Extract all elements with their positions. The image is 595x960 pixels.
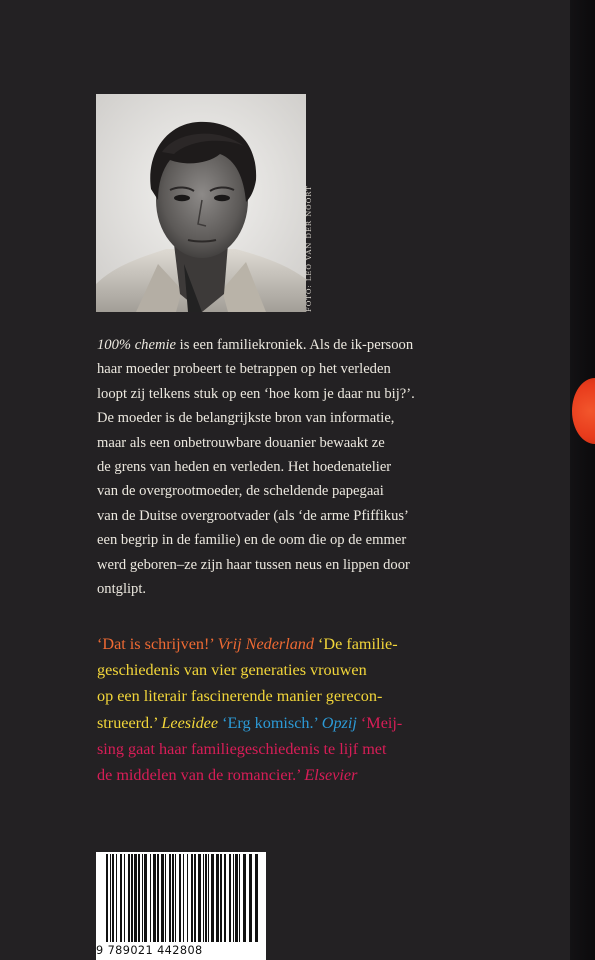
barcode-bar: [150, 854, 151, 942]
blurb-line: een begrip in de familie) en de oom die op de emmer: [97, 532, 407, 549]
barcode-bar: [169, 854, 171, 942]
barcode-bar: [224, 854, 226, 942]
barcode-bar: [157, 854, 159, 942]
barcode-bar: [183, 854, 184, 942]
blurb-line: maar als een onbetrouwbare douanier bewaakt ze: [97, 434, 385, 451]
barcode-bar: [153, 854, 156, 942]
blurb-line: de grens van heden en verleden. Het hoedenatelier: [97, 459, 392, 476]
isbn-barcode: [96, 852, 266, 960]
book-spine: [570, 0, 595, 960]
review-line: [97, 762, 537, 788]
barcode-bar: [144, 854, 147, 942]
barcode-bar: [239, 854, 240, 942]
barcode-bar: [249, 854, 252, 942]
barcode-bar: [175, 854, 176, 942]
blurb-line: van de Duitse overgrootvader (als ‘de arme Pfiffikus’: [97, 507, 409, 524]
barcode-bar: [220, 854, 222, 942]
book-title: 100% chemie: [97, 337, 177, 353]
barcode-bar: [198, 854, 201, 942]
blurb-line: ontglipt.: [97, 581, 147, 598]
review-line: [97, 631, 537, 657]
barcode-bar: [203, 854, 204, 942]
review-source-vrij-nederland: Vrij Nederland: [217, 635, 314, 653]
barcode-bar: [142, 854, 143, 942]
barcode-bar: [106, 854, 108, 942]
blurb-line: 100% chemie is een familiekroniek. Als de ik-persoon: [97, 337, 414, 353]
review-quotes: [97, 631, 537, 788]
barcode-bar: [191, 854, 193, 942]
author-portrait: [96, 94, 306, 312]
barcode-bar: [255, 854, 258, 942]
review-quote-opzij: ‘Erg komisch.’: [222, 713, 318, 732]
barcode-bar: [161, 854, 164, 942]
review-quote-vrij-nederland: ‘Dat is schrijven!’: [97, 635, 214, 653]
review-line: sing gaat haar familiegeschiedenis te lijf met: [97, 739, 387, 758]
barcode-bar: [205, 854, 207, 942]
review-source-leesidee: Leesidee: [161, 713, 219, 732]
barcode-bar: [128, 854, 130, 942]
blurb-line: van de overgrootmoeder, de scheldende papegaai: [97, 483, 384, 500]
barcode-bar: [229, 854, 231, 942]
barcode-bar: [179, 854, 181, 942]
barcode-bar: [235, 854, 238, 942]
barcode-bar: [120, 854, 122, 942]
blurb-line: De moeder is de belangrijkste bron van informatie,: [97, 410, 395, 427]
barcode-bar: [124, 854, 125, 942]
barcode-bar: [112, 854, 114, 942]
review-quote-elsevier: ‘Meij-: [360, 713, 403, 732]
barcode-bar: [233, 854, 234, 942]
blurb-line: loopt zij telkens stuk op een ‘hoe kom je daar nu bij?’.: [97, 385, 415, 402]
barcode-bar: [172, 854, 174, 942]
review-source-elsevier: Elsevier: [304, 766, 358, 785]
isbn-number: 9 789021 442808: [96, 944, 203, 957]
review-line: geschiedenis van vier generaties vrouwen: [97, 661, 367, 680]
author-portrait-image: [96, 94, 306, 312]
review-quote-leesidee: ‘De familie-: [318, 635, 398, 653]
barcode-bar: [134, 854, 137, 942]
barcode-bar: [194, 854, 196, 942]
review-line: op een literair fascinerende manier gerecon-: [97, 687, 383, 706]
barcode-bar: [165, 854, 166, 942]
barcode-bar: [211, 854, 214, 942]
blurb-line: werd geboren–ze zijn haar tussen neus en lippen door: [97, 556, 410, 573]
review-quote-elsevier-end: de middelen van de romancier.’: [97, 766, 301, 785]
barcode-bar: [131, 854, 133, 942]
review-quote-leesidee-end: strueerd.’: [97, 713, 158, 732]
barcode-bar: [138, 854, 140, 942]
photo-credit: FOTO: LEO VAN DER NOORT: [305, 185, 313, 312]
barcode-bar: [110, 854, 111, 942]
barcode-bar: [208, 854, 209, 942]
barcode-bars: [96, 852, 266, 952]
review-source-opzij: Opzij: [321, 713, 357, 732]
back-cover-blurb: [97, 333, 537, 601]
barcode-bar: [216, 854, 219, 942]
blurb-line: haar moeder probeert te betrappen op het verleden: [97, 361, 391, 378]
barcode-bar: [116, 854, 117, 942]
barcode-bar: [243, 854, 246, 942]
review-line: [97, 710, 537, 736]
barcode-bar: [187, 854, 188, 942]
